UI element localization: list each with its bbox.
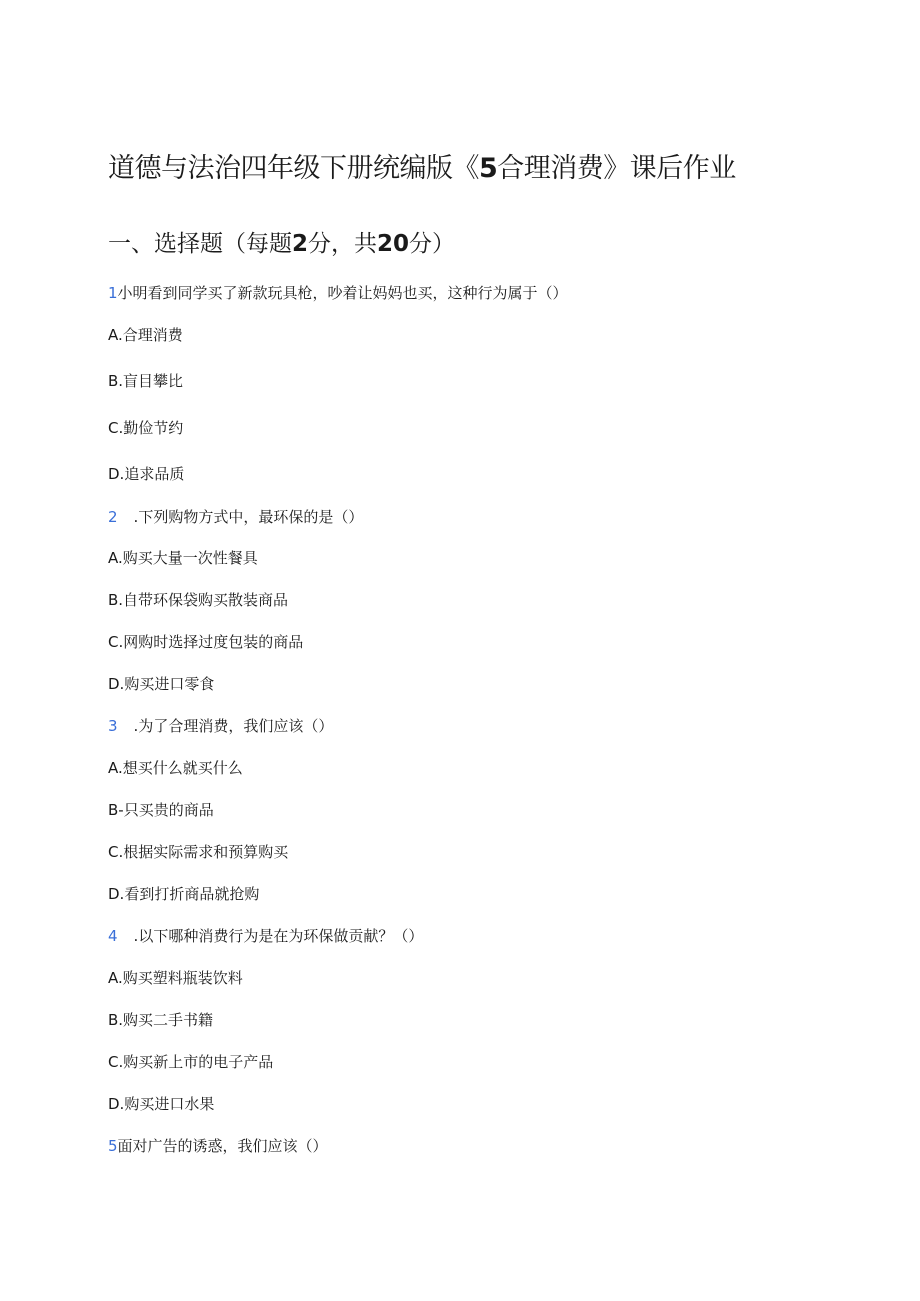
section-text-mid: 分，共 <box>308 231 378 257</box>
q2-option-d: D.购买进口零食 <box>108 675 215 693</box>
document-title <box>108 146 736 185</box>
question-number: 4 <box>108 927 118 945</box>
question-text: .下列购物方式中，最环保的是（） <box>133 508 364 526</box>
question-text: 面对广告的诱惑，我们应该（） <box>117 1137 328 1155</box>
title-text-end: 合理消费》课后作业 <box>497 153 736 184</box>
question-4 <box>108 926 423 946</box>
question-5 <box>108 1136 328 1156</box>
q4-option-a: A.购买塑料瓶装饮料 <box>108 969 243 987</box>
title-lesson-number: 5 <box>479 153 498 184</box>
q1-option-b: B.盲目攀比 <box>108 372 184 390</box>
q3-option-c: C.根据实际需求和预算购买 <box>108 843 289 861</box>
question-text: .为了合理消费，我们应该（） <box>133 717 334 735</box>
q3-option-b: B-只买贵的商品 <box>108 801 214 819</box>
question-number: 1 <box>108 284 118 302</box>
question-text: 小明看到同学买了新款玩具枪，吵着让妈妈也买，这种行为属于（） <box>117 284 568 302</box>
q2-option-c: C.网购时选择过度包装的商品 <box>108 633 304 651</box>
q4-option-c: C.购买新上市的电子产品 <box>108 1053 274 1071</box>
q4-option-d: D.购买进口水果 <box>108 1095 215 1113</box>
question-text: .以下哪种消费行为是在为环保做贡献？（） <box>133 927 424 945</box>
q1-option-a: A.合理消费 <box>108 326 183 344</box>
q3-option-d: D.看到打折商品就抢购 <box>108 885 260 903</box>
question-1 <box>108 283 568 303</box>
question-number: 2 <box>108 508 118 526</box>
section-points-total: 20 <box>377 231 410 257</box>
q1-option-d: D.追求品质 <box>108 465 185 483</box>
section-heading <box>108 225 455 258</box>
q2-option-a: A.购买大量一次性餐具 <box>108 549 258 567</box>
title-text-start: 道德与法治四年级下册统编版《 <box>108 153 479 184</box>
section-text-start: 一、选择题（每题 <box>108 231 292 257</box>
question-number: 3 <box>108 717 118 735</box>
q4-option-b: B.购买二手书籍 <box>108 1011 214 1029</box>
q3-option-a: A.想买什么就买什么 <box>108 759 243 777</box>
question-number: 5 <box>108 1137 118 1155</box>
q1-option-c: C.勤俭节约 <box>108 419 184 437</box>
section-points-each: 2 <box>292 231 309 257</box>
question-2 <box>108 507 363 527</box>
q2-option-b: B.自带环保袋购买散装商品 <box>108 591 289 609</box>
section-text-end: 分） <box>409 231 456 257</box>
question-3 <box>108 716 333 736</box>
